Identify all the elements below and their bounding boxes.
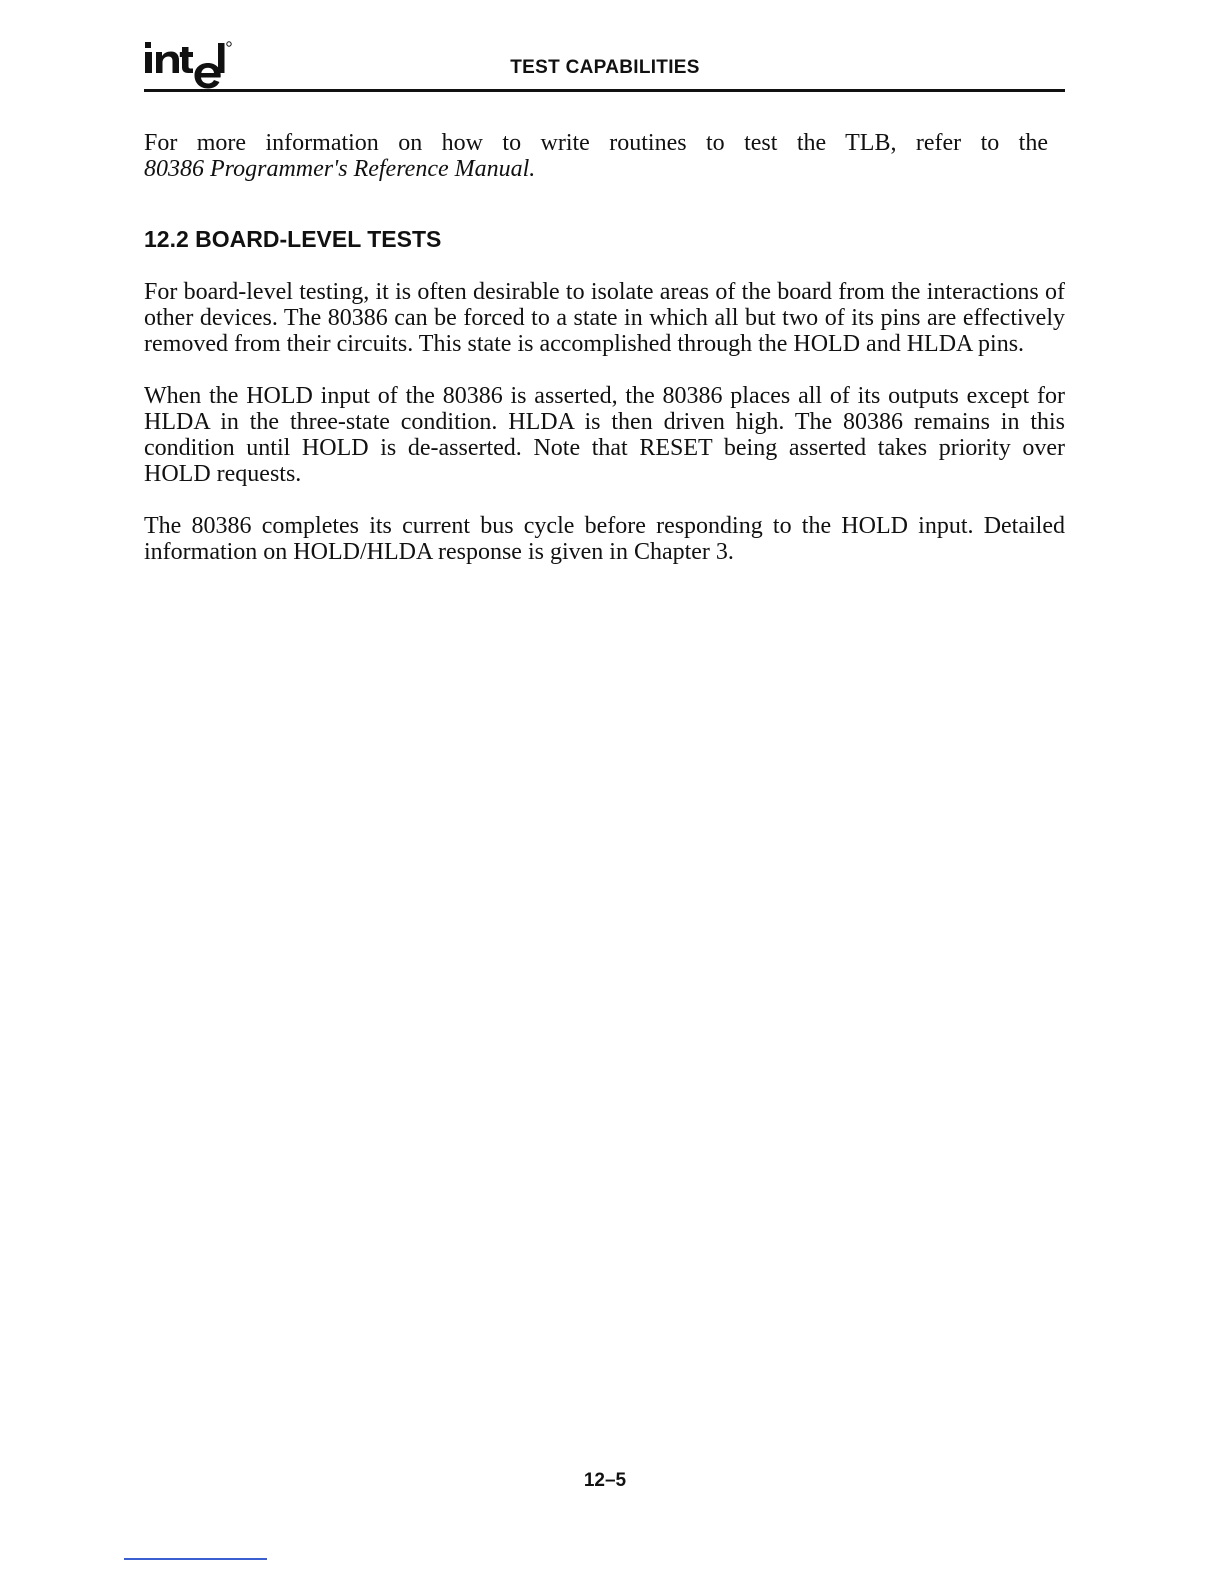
running-head: TEST CAPABILITIES xyxy=(510,57,700,78)
intel-logo xyxy=(142,38,232,90)
intro-line: For more information on how to write routines to test the TLB, refer to the xyxy=(144,130,1048,156)
section-title: BOARD-LEVEL TESTS xyxy=(195,226,442,252)
header-rule xyxy=(144,89,1065,92)
page-number: 12–5 xyxy=(583,1470,627,1491)
footer-rule xyxy=(124,1558,267,1560)
paragraph-bus-cycle: The 80386 completes its current bus cycle before responding to the HOLD input. Detailed information on HOLD/HLDA response is given in Chapter 3. xyxy=(144,513,1065,565)
intro-reference: 80386 Programmer's Reference Manual. xyxy=(144,156,536,182)
section-number: 12.2 xyxy=(144,226,189,252)
paragraph-board-level: For board-level testing, it is often desirable to isolate areas of the board from the interactions of other devices. The 80386 can be forced to a state in which all but two of its pins are effectively removed from their circuits. This state is accomplished through the HOLD and HLDA pins. xyxy=(144,279,1065,357)
page-content xyxy=(144,130,1065,591)
paragraph-hold-input: When the HOLD input of the 80386 is asserted, the 80386 places all of its outputs except for HLDA in the three-state condition. HLDA is then driven high. The 80386 remains in this condition until HOLD is de-asserted. Note that RESET being asserted takes priority over HOLD requests. xyxy=(144,383,1065,487)
section-heading xyxy=(144,226,1065,252)
